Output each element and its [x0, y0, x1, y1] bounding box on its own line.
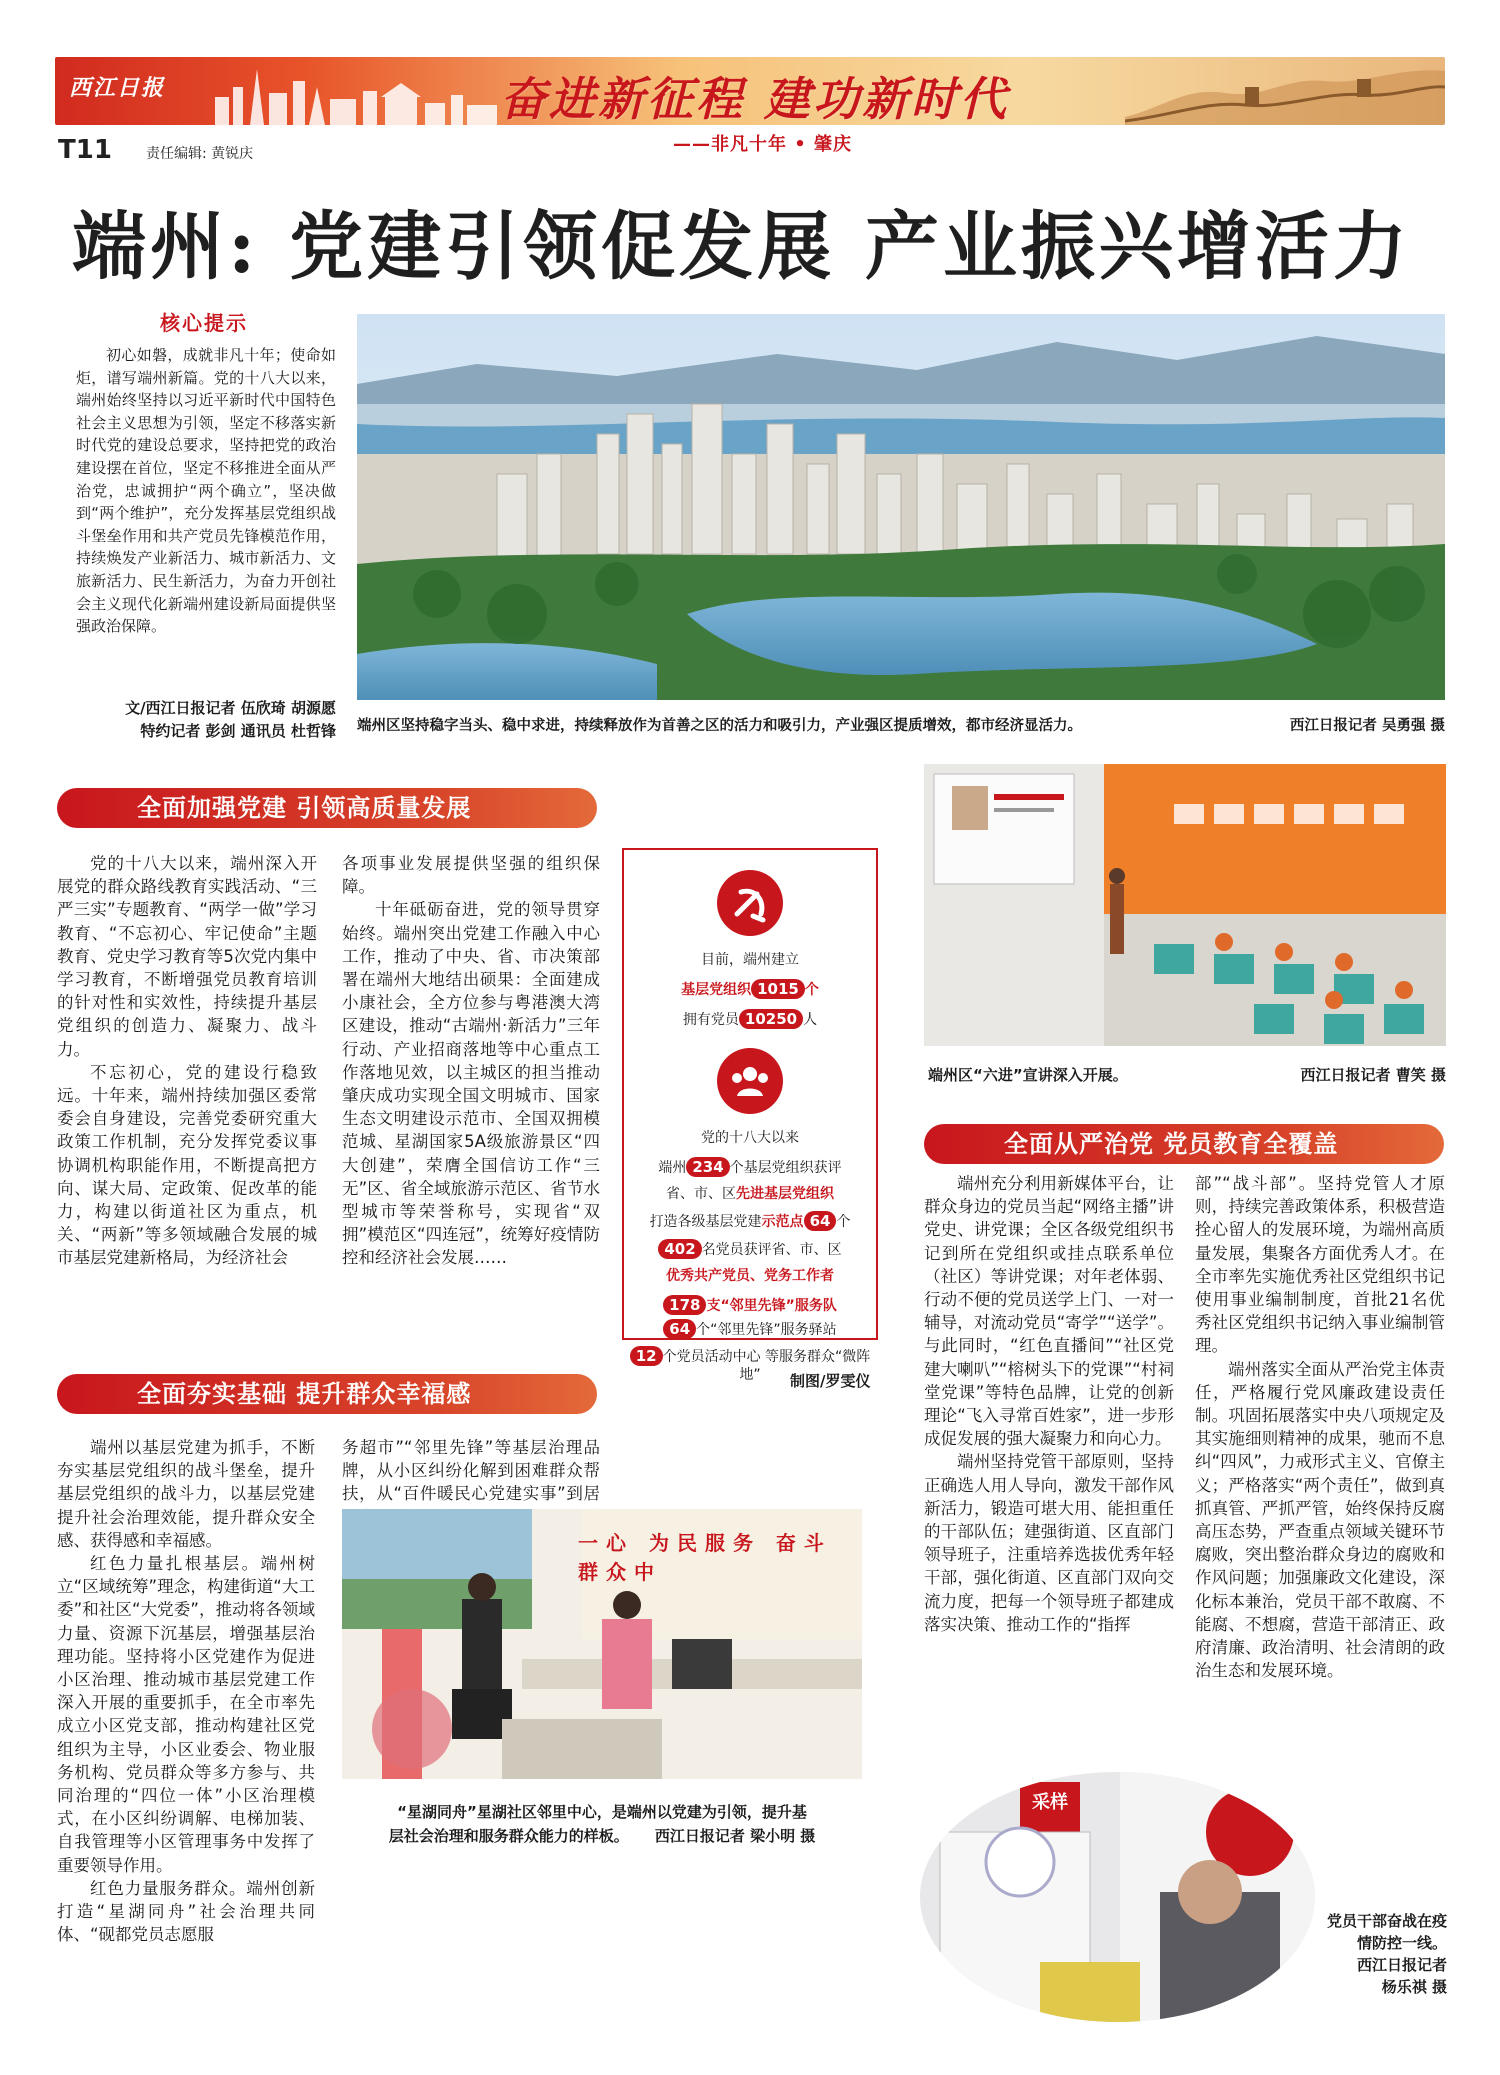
section-2-paragraph: 端州坚持党管干部原则，坚持正确选人用人导向，激发干部作风新活力，锻造可堪大用、能担重任的干部队伍；建强街道、区直部门领导班子，注重培养选拔优秀年轻干部，强化街道、区直部门双向交流力度，把每一个领导班子都建成落实决策、推动工作的“指挥 [924, 1452, 1174, 1634]
section-2-header: 全面从严治党 党员教育全覆盖 [924, 1124, 1444, 1164]
core-tip-text: 初心如磐，成就非凡十年；使命如炬，谱写端州新篇。党的十八大以来，端州始终坚持以习近平新时代中国特色社会主义思想为引领，坚定不移落实新时代党的建设总要求，坚持把党的政治建设摆在首位，坚定不移推进全面从严治党，忠诚拥护“两个确立”，坚决做到“两个维护”，充分发挥基层党组织战斗堡垒作用和共产党员先锋模范作用，持续焕发产业新活力、城市新活力、文旅新活力、民生新活力，为奋力开创社会主义现代化新端州建设新局面提供坚强政治保障。 [76, 346, 336, 636]
stat-number: 10250 [739, 1009, 803, 1029]
testing-sign: 采样 [1032, 1792, 1068, 1813]
infographic-credit: 制图/罗雯仪 [790, 1372, 871, 1390]
caption-line-1: “星湖同舟”星湖社区邻里中心，是端州以党建为引领，提升基 [397, 1803, 807, 1821]
stat-label: 打造各级基层党建 [649, 1214, 762, 1230]
divider-line [622, 1340, 878, 1341]
section-3-header: 全面夯实基础 提升群众幸福感 [57, 1374, 597, 1414]
stat-unit: 个 [804, 982, 819, 998]
stat-label: 端州 [658, 1160, 687, 1176]
caption-line-2-text: 层社会治理和服务群众能力的样板。 [388, 1827, 629, 1845]
byline-line-2: 特约记者 彭剑 通讯员 杜哲锋 [140, 722, 336, 740]
skyline-illustration [205, 57, 505, 125]
page-number: T11 [58, 135, 112, 165]
service-center-caption [342, 1800, 862, 1848]
stat-number: 402 [658, 1239, 701, 1259]
stat-label: 个党员活动中心 等服务群众“微阵地” [662, 1349, 871, 1383]
core-byline [76, 697, 336, 743]
stat-number: 234 [686, 1157, 729, 1177]
city-aerial-photo [357, 314, 1445, 700]
byline-line-1: 文/西江日报记者 伍欣琦 胡源愿 [125, 699, 336, 717]
stat-intro: 目前，端州建立 [701, 952, 799, 968]
stat-number: 64 [663, 1319, 696, 1339]
banner-slogan: 奋进新征程 建功新时代 [500, 72, 1010, 125]
masthead-banner [55, 57, 1445, 125]
caption-line-2 [342, 1824, 862, 1848]
section-2-paragraph: 端州落实全面从严治党主体责任，严格履行党风廉政建设责任制。巩固拓展落实中央八项规定及其实施细则精神的成果，驰而不息纠“四风”，力戒形式主义、官僚主义；严格落实“两个责任”，做到真抓真管、严抓严管，始终保持反腐高压态势，严查重点领域关键环节腐败，突出整治群众身边的腐败和作风问题；加强廉政文化建设，深化标本兼治，党员干部不敢腐、不能腐、不想腐，营造干部清正、政府清廉、政治清明、社会清朗的政治生态和发展环境。 [1195, 1359, 1445, 1681]
section-1-header: 全面加强党建 引领高质量发展 [57, 788, 597, 828]
editor-credit: 责任编辑: 黄锐庆 [146, 146, 254, 162]
section-3-paragraph: 红色力量服务群众。端州创新打造“星湖同舟”社会治理共同体、“砚都党员志愿服 [57, 1878, 315, 1945]
section-2-column-2 [1195, 1172, 1445, 1682]
wall-slogan: 一心 为民服务 奋斗群众中 [578, 1531, 832, 1584]
newspaper-logo: 西江日报 [69, 75, 166, 101]
stat-label: 拥有党员 [682, 1012, 739, 1028]
section-3-paragraph: 端州以基层党建为抓手，不断夯实基层党组织的战斗堡垒，提升基层党组织的战斗力，以基层党建提升社会治理效能，提升群众安全感、获得感和幸福感。 [57, 1438, 315, 1550]
section-1-paragraph: 十年砥砺奋进，党的领导贯穿始终。端州突出党建工作融入中心工作，推动了中央、省、市决策部署在端州大地结出硕果：全面建成小康社会，全方位参与粤港澳大湾区建设，推动“古端州·新活力”三年行动、产业招商落地等中心重点工作落地见效，以主城区的担当推动肇庆成功实现全国文明城市、国家生态文明建设示范市、全国双拥模范城、星湖国家5A级旅游景区“四大创建”，荣膺全国信访工作“三无”区、省全域旅游示范区、省节水型城市等荣誉称号，实现省“双拥”模范区“四连冠”，统筹好疫情防控和经济社会发展…… [342, 900, 600, 1268]
section-2-paragraph: 部”“战斗部”。坚持党管人才原则，持续完善政策体系，积极营造拴心留人的发展环境，为端州高质量发展，集聚各方面优秀人才。在全市率先实施优秀社区党组织书记使用事业编制制度，首批21名优秀社区党组织书记纳入事业编制管理。 [1195, 1174, 1445, 1356]
section-2-column-1 [924, 1172, 1174, 1636]
stat-outstanding-title: 优秀共产党员、党务工作者 [666, 1268, 834, 1284]
series-title: ——非凡十年 • 肇庆 [673, 134, 853, 155]
stat-unit: 个基层党组织获评 [729, 1160, 842, 1176]
covid-credit-line-1: 西江日报记者 [1356, 1956, 1447, 1974]
stat-label: 支“邻里先锋”服务队 [706, 1298, 837, 1314]
covid-caption-text: 党员干部奋战在疫情防控一线。 [1326, 1912, 1447, 1952]
stat-label: 个“邻里先锋”服务驿站 [696, 1322, 837, 1338]
great-wall-illustration [1125, 57, 1445, 125]
section-3-paragraph: 红色力量扎根基层。端州树立“区域统筹”理念，构建街道“大工委”和社区“大党委”，推动将各领域力量、资源下沉基层，增强基层治理功能。坚持将小区党建作为促进小区治理、推动城市基层党建工作深入开展的重要抓手，在全市率先成立小区党支部，推动构建社区党组织为主导，小区业委会、物业服务机构、党员群众等多方参与、共同治理的“四位一体”小区治理模式，在小区纠纷调解、电梯加装、自我管理等小区管理事务中发挥了重要领导作用。 [57, 1554, 315, 1875]
lecture-caption-text: 端州区“六进”宣讲深入开展。 [928, 1066, 1128, 1084]
main-caption-text: 端州区坚持稳字当头、稳中求进，持续释放作为首善之区的活力和吸引力，产业强区提质增效，都市经济显活力。 [357, 718, 1082, 734]
covid-testing-photo [920, 1772, 1315, 2022]
lecture-room-photo [924, 764, 1446, 1046]
stat-highlight: 示范点 [761, 1214, 804, 1230]
stat-highlight: 先进基层党组织 [736, 1186, 834, 1202]
service-center-credit: 西江日报记者 梁小明 摄 [654, 1827, 816, 1845]
stat-intro-2: 党的十八大以来 [701, 1130, 799, 1146]
section-1-column-2 [342, 852, 600, 1270]
section-1-paragraph: 各项事业发展提供坚强的组织保障。 [342, 854, 600, 897]
stat-number: 12 [630, 1346, 663, 1366]
city-aerial-illustration [357, 314, 1445, 700]
stat-unit: 人 [803, 1012, 818, 1028]
stat-number: 1015 [751, 979, 805, 999]
stat-number: 178 [663, 1295, 706, 1315]
service-center-photo [342, 1509, 862, 1779]
lecture-photo-credit: 西江日报记者 曹笑 摄 [1300, 1066, 1446, 1084]
section-2-paragraph: 端州充分利用新媒体平台，让群众身边的党员当起“网络主播”讲党史、讲党课；全区各级党组织书记到所在党组织或挂点联系单位（社区）等讲党课；对年老体弱、行动不便的党员送学上门、一对一辅导，对流动党员“寄学”“送学”。与此同时，“红色直播间”“社区党建大喇叭”“榕树头下的党课”“村祠堂党课”等特色品牌，让党的创新理论“飞入寻常百姓家”，进一步形成促发展的强大凝聚力和向心力。 [924, 1174, 1174, 1449]
section-1-paragraph: 不忘初心，党的建设行稳致远。十年来，端州持续加强区委常委会自身建设，完善党委研究重大政策工作机制，充分发挥党委议事协调机构职能作用，不断提高把方向、谋大局、定政策、促改革的能力，构建以街道社区为重点，机关、“两新”等多领域融合发展的城市基层党建新格局，为经济社会 [57, 1062, 317, 1268]
covid-testing-illustration [920, 1772, 1315, 2022]
lecture-room-illustration [924, 764, 1446, 1046]
main-photo-caption [357, 714, 1445, 735]
section-1-paragraph: 党的十八大以来，端州深入开展党的群众路线教育实践活动、“三严三实”专题教育、“两学一做”学习教育、“不忘初心、牢记使命”主题教育、党史学习教育等5次党内集中学习教育，不断增强党员教育培训的针对性和实效性，持续提升基层党组织的创造力、凝聚力、战斗力。 [57, 854, 317, 1059]
main-photo-credit: 西江日报记者 吴勇强 摄 [1289, 718, 1445, 734]
lecture-photo-caption [928, 1064, 1446, 1085]
covid-credit-line-2: 杨乐祺 摄 [1381, 1978, 1447, 1996]
stat-label: 省、市、区 [666, 1186, 736, 1202]
stat-number: 64 [804, 1211, 837, 1231]
stat-label: 名党员获评省、市、区 [701, 1242, 842, 1258]
stat-label: 基层党组织 [681, 982, 752, 998]
page-headline: 端州: 党建引领促发展 产业振兴增活力 [72, 204, 1411, 290]
section-1-column-1 [57, 852, 317, 1270]
section-3-column-1 [57, 1436, 315, 1946]
section-3-paragraph: 务超市”“邻里先锋”等基层治理品牌，从小区纠纷化解到困难群众帮扶，从“百件暖民心党建实事”到居 [342, 1438, 600, 1504]
core-tip-title: 核心提示 [160, 311, 248, 335]
stat-activity-centers [622, 1346, 878, 1384]
infographic-service-layer [622, 848, 878, 1340]
covid-photo-caption [1325, 1910, 1447, 1998]
stat-unit: 个 [836, 1214, 851, 1230]
